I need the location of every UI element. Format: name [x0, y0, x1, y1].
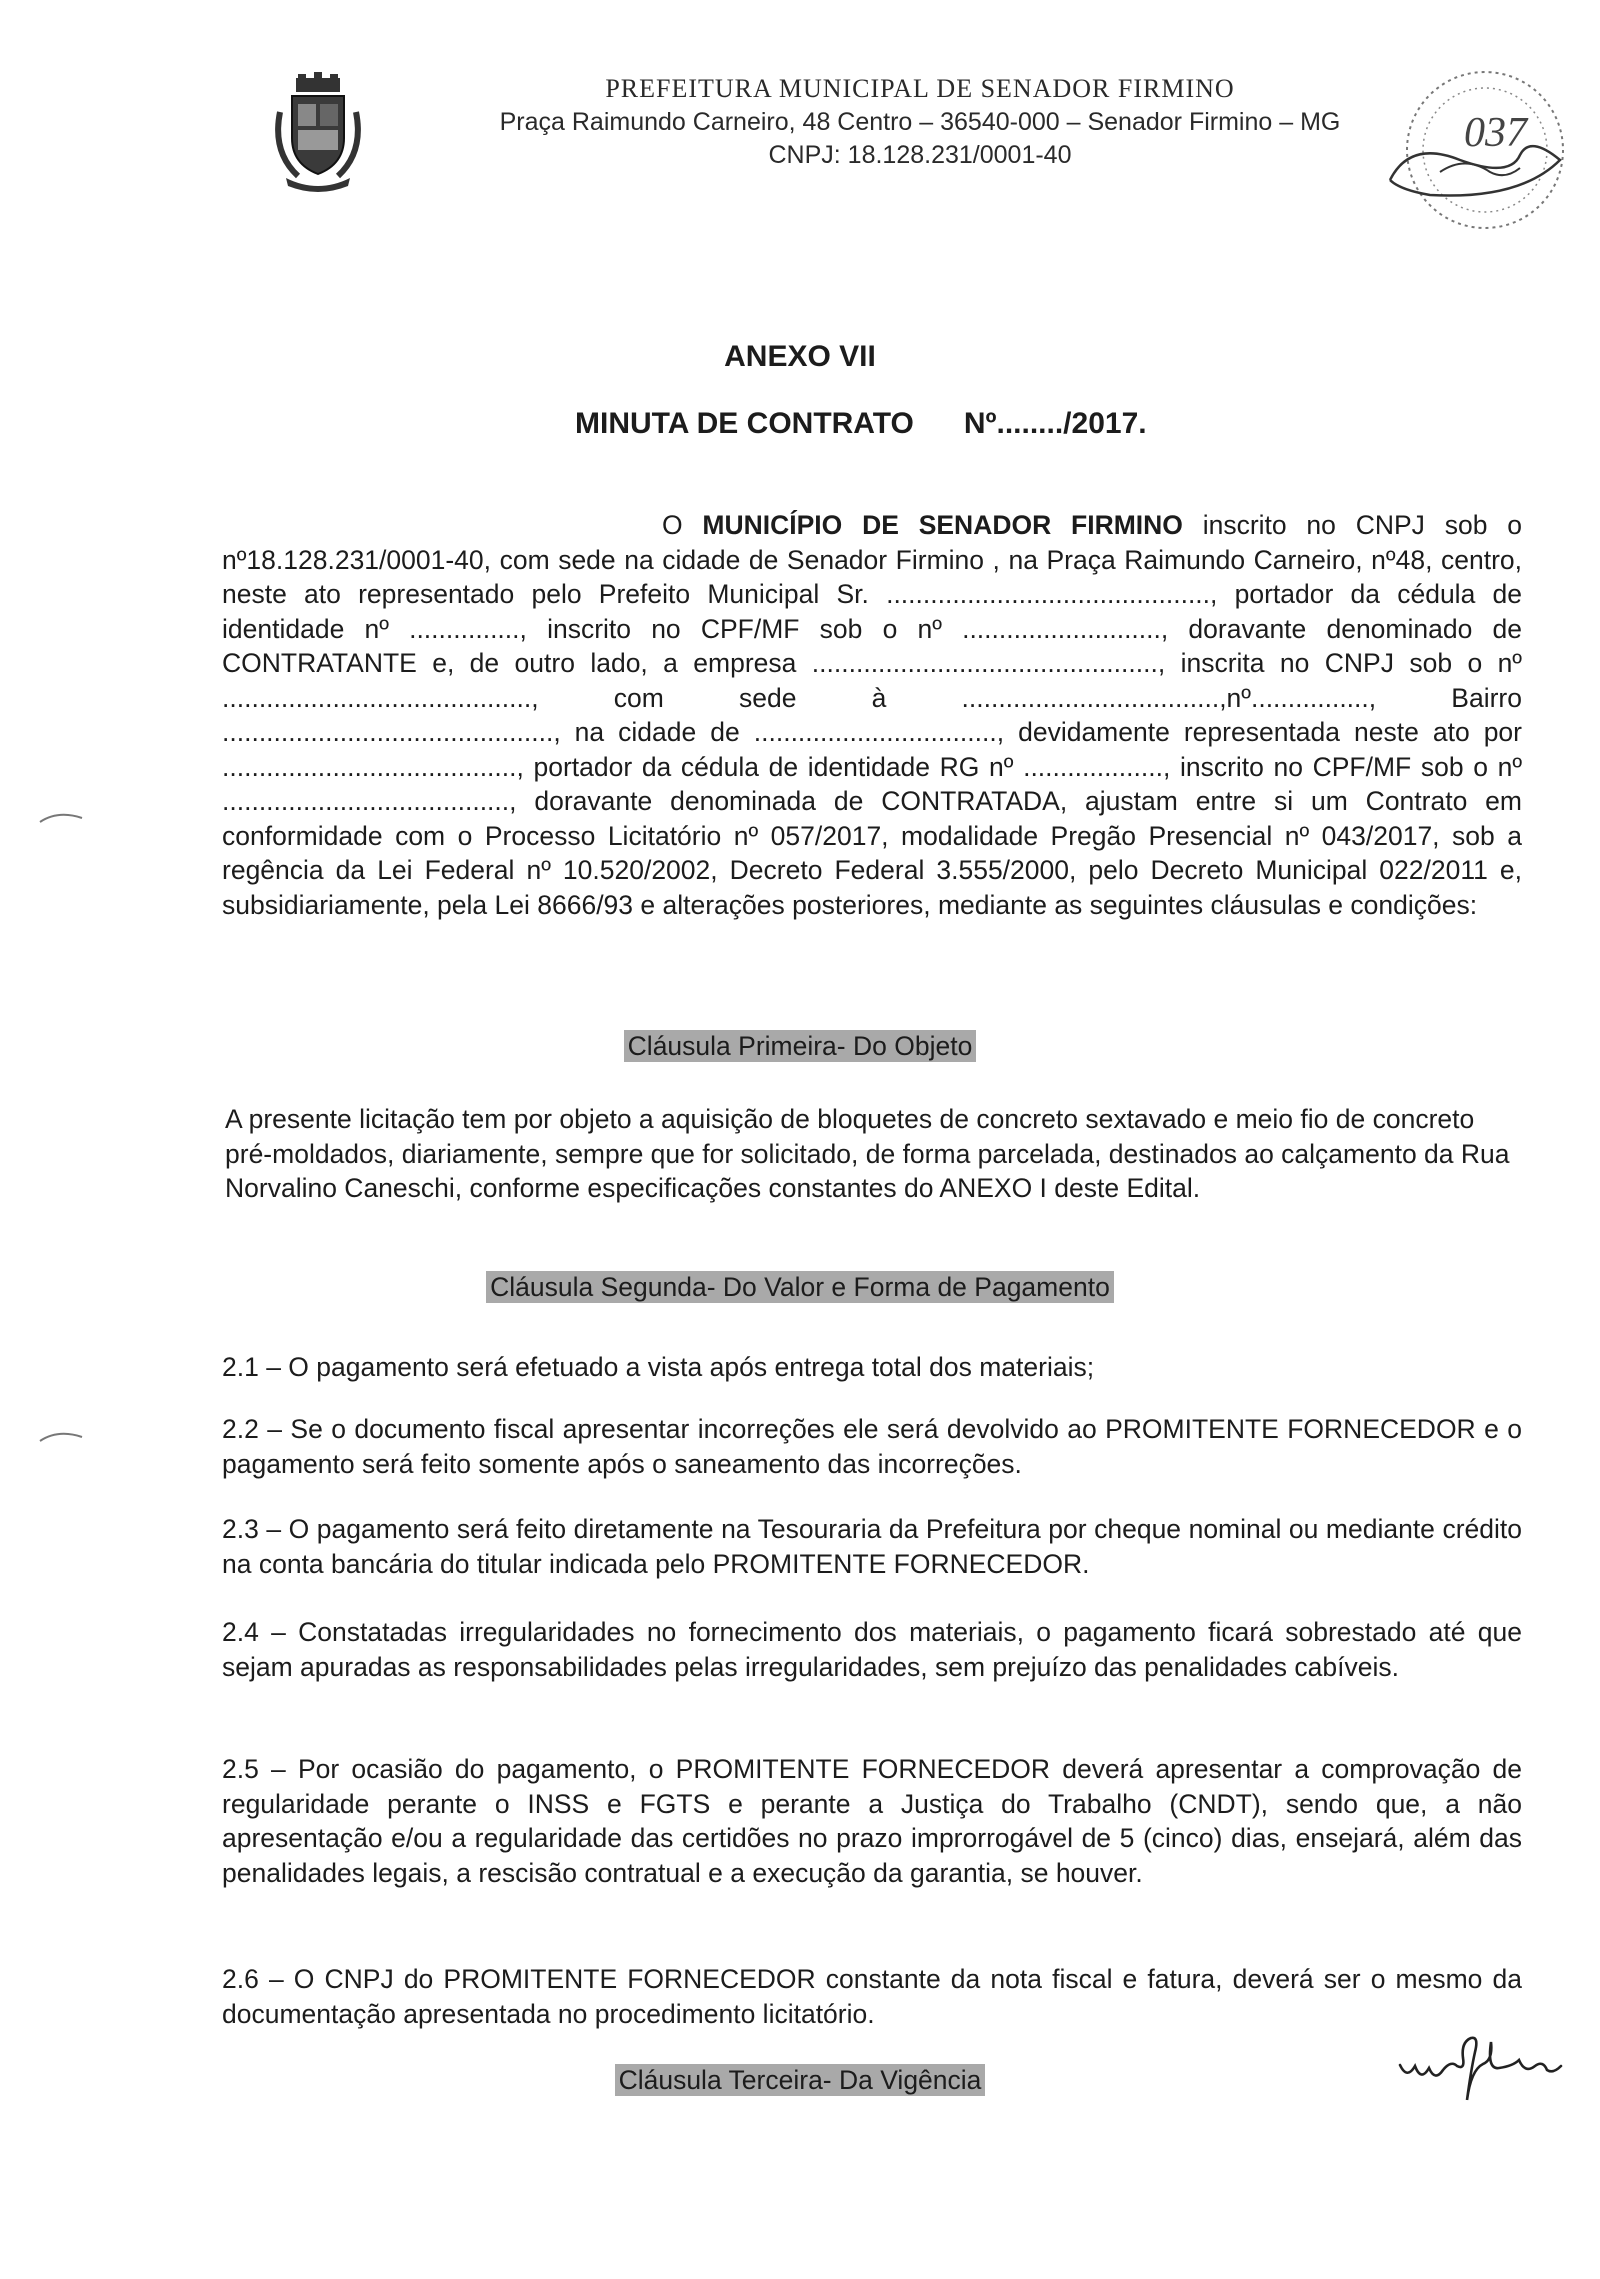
- letterhead-title: PREFEITURA MUNICIPAL DE SENADOR FIRMINO: [605, 74, 1235, 103]
- preamble-text: inscrito no CNPJ sob o nº18.128.231/0001-40, com sede na cidade de Senador Firmino , na Praça Raimundo Carneiro, nº48, centro, neste ato representado pelo Prefeito Municipal Sr. ............................................, portador da cédula de identidade nº ..............., inscrito no CPF/MF sob o nº ..........................., doravante denominado de CONTRATANTE e, de outro lado, a empresa ..............................................., inscrita no CNPJ sob o nº .........................................., com sede à ...................................,nº................, Bairro ............................................., na cidade de ................................., devidamente representada neste ato por ........................................, portador da cédula de identidade RG nº ..................., inscrito no CPF/MF sob o nº ......................................., doravante denominada de CONTRATADA, ajustam entre si um Contrato em conformidade com o Processo Licitatório nº 057/2017, modalidade Pregão Presencial nº 043/2017, sob a regência da Lei Federal nº 10.520/2002, Decreto Federal 3.555/2000, pelo Decreto Municipal 022/2011 e, subsidiariamente, pela Lei 8666/93 e alterações posteriores, mediante as seguintes cláusulas e condições:: [222, 510, 1522, 920]
- clause-2-item-3: 2.3 – O pagamento será feito diretamente na Tesouraria da Prefeitura por cheque nominal ou mediante crédito na conta bancária do titular indicada pelo PROMITENTE FORNECEDOR.: [222, 1514, 1522, 1579]
- clause-1-text: A presente licitação tem por objeto a aquisição de bloquetes de concreto sextavado e meio fio de concreto pré-moldados, diariamente, sempre que for solicitado, de forma parcelada, destinados ao calçamento da Rua Norvalino Caneschi, conforme especificações constantes do ANEXO I deste Edital.: [225, 1104, 1510, 1203]
- clause-2-item-6: 2.6 – O CNPJ do PROMITENTE FORNECEDOR constante da nota fiscal e fatura, deverá ser o mesmo da documentação apresentada no procedimento licitatório.: [222, 1964, 1522, 2029]
- clause-1-heading-wrap: [0, 1030, 1600, 1062]
- clause-2-item-5: 2.5 – Por ocasião do pagamento, o PROMITENTE FORNECEDOR deverá apresentar a comprovação de regularidade perante o INSS e FGTS e perante a Justiça do Trabalho (CNDT), sendo que, a não apresentação e/ou a regularidade das certidões no prazo improrrogável de 5 (cinco) dias, ensejará, além das penalidades legais, a rescisão contratual e a execução da garantia, se houver.: [222, 1754, 1522, 1888]
- letterhead-address: Praça Raimundo Carneiro, 48 Centro – 36540-000 – Senador Firmino – MG: [499, 108, 1341, 136]
- scan-mark: [38, 808, 98, 828]
- clause-1-heading: Cláusula Primeira- Do Objeto: [624, 1030, 977, 1062]
- clause-2-item-1: 2.1 – O pagamento será efetuado a vista após entrega total dos materiais;: [222, 1352, 1095, 1382]
- contract-title: MINUTA DE CONTRATO Nº......../2017.: [575, 407, 1147, 440]
- annex-title: ANEXO VII: [724, 340, 876, 373]
- stamp-number: 037: [1464, 110, 1527, 156]
- clause-2-item-4: 2.4 – Constatadas irregularidades no fornecimento dos materiais, o pagamento ficará sobrestado até que sejam apuradas as responsabilidades pelas irregularidades, sem prejuízo das penalidades cabíveis.: [222, 1617, 1522, 1682]
- clause-3-heading-wrap: [0, 2064, 1600, 2096]
- clause-3-heading: Cláusula Terceira- Da Vigência: [615, 2064, 986, 2096]
- coat-of-arms-icon: [268, 72, 368, 192]
- letterhead: [420, 74, 1420, 170]
- clause-2-heading: Cláusula Segunda- Do Valor e Forma de Pagamento: [486, 1271, 1114, 1303]
- scan-mark: [38, 1427, 98, 1447]
- clause-2-heading-wrap: [0, 1271, 1600, 1303]
- preamble-paragraph: [222, 508, 1522, 922]
- preamble-prefix: O: [662, 510, 703, 540]
- handwritten-initials: [1395, 2030, 1565, 2110]
- letterhead-cnpj: CNPJ: 18.128.231/0001-40: [768, 141, 1072, 169]
- municipality-name: MUNICÍPIO DE SENADOR FIRMINO: [702, 510, 1183, 540]
- clause-2-item-2: 2.2 – Se o documento fiscal apresentar incorreções ele será devolvido ao PROMITENTE FORNECEDOR e o pagamento será feito somente após o saneamento das incorreções.: [222, 1414, 1522, 1479]
- licitacao-stamp: [1370, 60, 1600, 240]
